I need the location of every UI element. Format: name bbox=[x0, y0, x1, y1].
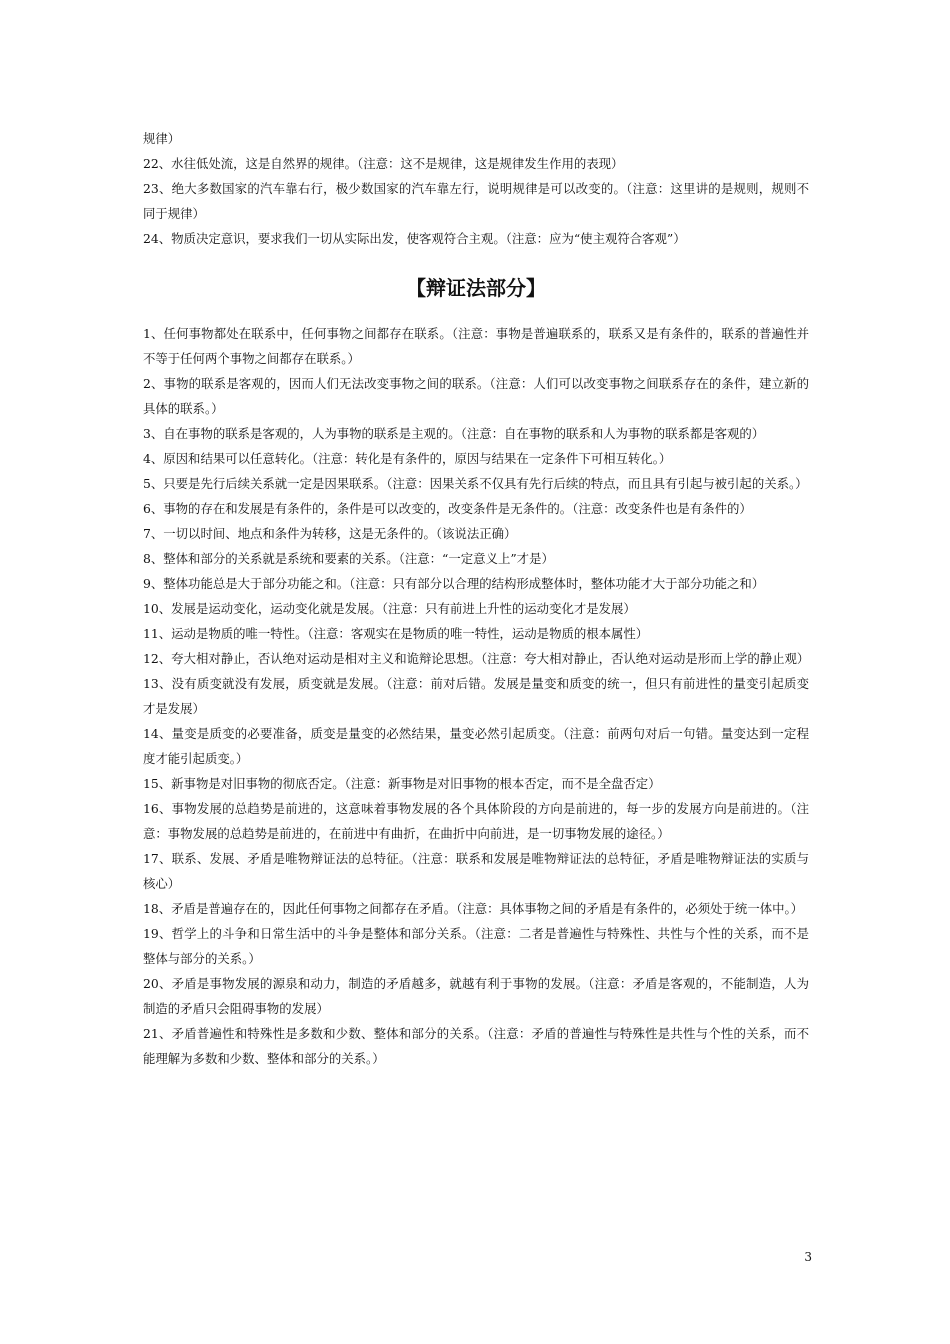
list-item: 2、事物的联系是客观的，因而人们无法改变事物之间的联系。（注意：人们可以改变事物之间联系存在的条件，建立新的具体的联系。） bbox=[143, 376, 809, 416]
list-item: 7、一切以时间、地点和条件为转移，这是无条件的。（该说法正确） bbox=[143, 526, 517, 541]
list-item: 18、矛盾是普遍存在的，因此任何事物之间都存在矛盾。（注意：具体事物之间的矛盾是有条件的，必须处于统一体中。） bbox=[143, 901, 804, 916]
paragraph: 规律） bbox=[143, 131, 181, 146]
paragraph: 23、绝大多数国家的汽车靠右行，极少数国家的汽车靠左行，说明规律是可以改变的。（注意：这里讲的是规则，规则不同于规律） bbox=[143, 181, 809, 221]
list-item: 19、哲学上的斗争和日常生活中的斗争是整体和部分关系。（注意：二者是普遍性与特殊性、共性与个性的关系，而不是整体与部分的关系。） bbox=[143, 926, 809, 966]
list-item: 4、原因和结果可以任意转化。（注意：转化是有条件的，原因与结果在一定条件下可相互转化。） bbox=[143, 451, 672, 466]
paragraph: 22、水往低处流，这是自然界的规律。（注意：这不是规律，这是规律发生作用的表现） bbox=[143, 156, 624, 171]
list-item: 5、只要是先行后续关系就一定是因果联系。（注意：因果关系不仅具有先行后续的特点，而且具有引起与被引起的关系。） bbox=[143, 476, 808, 491]
list-item: 15、新事物是对旧事物的彻底否定。（注意：新事物是对旧事物的根本否定，而不是全盘否定） bbox=[143, 776, 661, 791]
page-content bbox=[143, 126, 809, 1071]
list-item: 14、量变是质变的必要准备，质变是量变的必然结果，量变必然引起质变。（注意：前两句对后一句错。量变达到一定程度才能引起质变。） bbox=[143, 726, 809, 766]
list-item: 17、联系、发展、矛盾是唯物辩证法的总特征。（注意：联系和发展是唯物辩证法的总特征，矛盾是唯物辩证法的实质与核心） bbox=[143, 851, 809, 891]
list-item: 12、夸大相对静止，否认绝对运动是相对主义和诡辩论思想。（注意：夸大相对静止，否认绝对运动是形而上学的静止观） bbox=[143, 651, 810, 666]
list-item: 20、矛盾是事物发展的源泉和动力，制造的矛盾越多，就越有利于事物的发展。（注意：矛盾是客观的，不能制造，人为制造的矛盾只会阻碍事物的发展） bbox=[143, 976, 809, 1016]
list-item: 9、整体功能总是大于部分功能之和。（注意：只有部分以合理的结构形成整体时，整体功能才大于部分功能之和） bbox=[143, 576, 765, 591]
list-item: 16、事物发展的总趋势是前进的，这意味着事物发展的各个具体阶段的方向是前进的，每一步的发展方向是前进的。（注意：事物发展的总趋势是前进的，在前进中有曲折，在曲折中向前进，是一切事物发展的途径。） bbox=[143, 801, 809, 841]
list-item: 10、发展是运动变化，运动变化就是发展。（注意：只有前进上升性的运动变化才是发展） bbox=[143, 601, 636, 616]
list-item: 13、没有质变就没有发展，质变就是发展。（注意：前对后错。发展是量变和质变的统一，但只有前进性的量变引起质变才是发展） bbox=[143, 676, 809, 716]
page-number: 3 bbox=[804, 1250, 812, 1264]
paragraph: 24、物质决定意识，要求我们一切从实际出发，使客观符合主观。（注意：应为“使主观符合客观”） bbox=[143, 231, 686, 246]
section-heading: 【辩证法部分】 bbox=[406, 276, 546, 300]
list-item: 11、运动是物质的唯一特性。（注意：客观实在是物质的唯一特性，运动是物质的根本属性） bbox=[143, 626, 649, 641]
list-item: 8、整体和部分的关系就是系统和要素的关系。（注意：“一定意义上”才是） bbox=[143, 551, 554, 566]
list-item: 21、矛盾普遍性和特殊性是多数和少数、整体和部分的关系。（注意：矛盾的普遍性与特殊性是共性与个性的关系，而不能理解为多数和少数、整体和部分的关系。） bbox=[143, 1026, 809, 1066]
list-item: 6、事物的存在和发展是有条件的，条件是可以改变的，改变条件是无条件的。（注意：改变条件也是有条件的） bbox=[143, 501, 752, 516]
list-item: 1、任何事物都处在联系中，任何事物之间都存在联系。（注意：事物是普遍联系的，联系又是有条件的，联系的普遍性并不等于任何两个事物之间都存在联系。） bbox=[143, 326, 809, 366]
list-item: 3、自在事物的联系是客观的，人为事物的联系是主观的。（注意：自在事物的联系和人为事物的联系都是客观的） bbox=[143, 426, 765, 441]
